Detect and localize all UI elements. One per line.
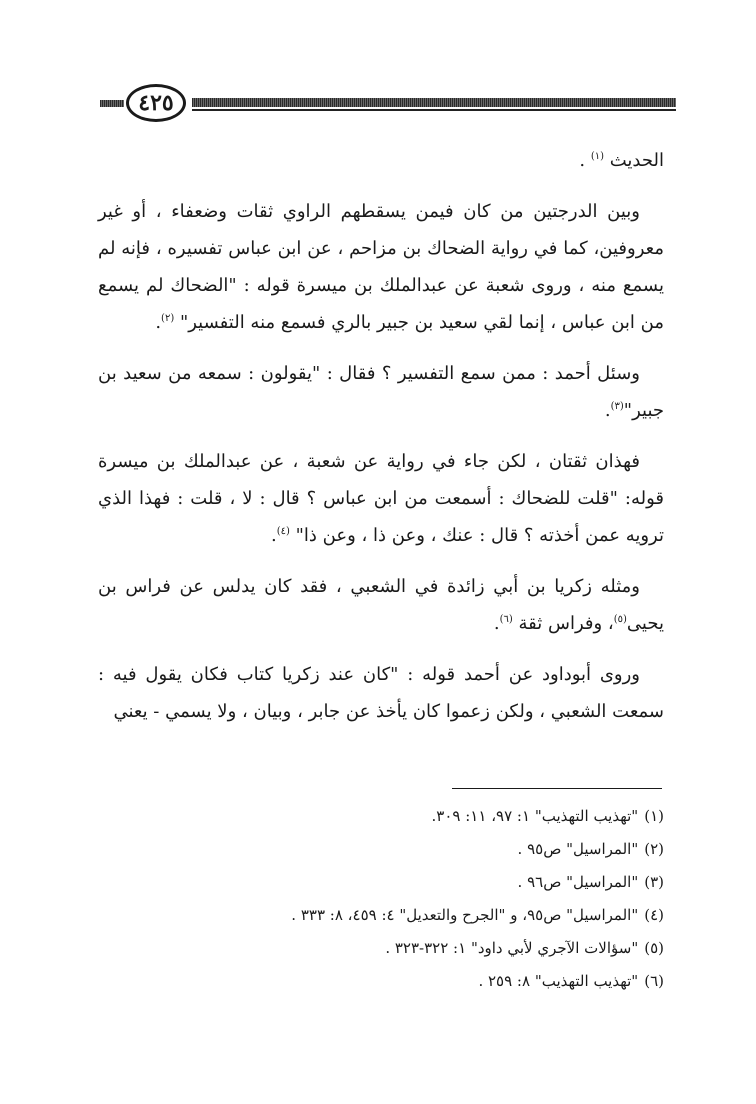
footnotes-list <box>150 800 664 998</box>
footnote-text: "سؤالات الآجري لأبي داود" ١: ٣٢٢-٣٢٣ . <box>385 939 639 957</box>
footnote-ref: (٦) <box>499 614 513 625</box>
footnote-ref: (٥) <box>613 614 627 625</box>
footnote-item <box>150 932 664 965</box>
footnote-item <box>150 965 664 998</box>
page-number-badge: ٤٢٥ <box>126 84 186 122</box>
paragraph: فهذان ثقتان ، لكن جاء في رواية عن شعبة ، عن عبدالملك بن ميسرة قوله: "قلت للضحاك : أسمعت من ابن عباس ؟ قال : لا ، قلت : فهذا الذي ترويه عمن أخذته ؟ قال : عنك ، وعن ذا ، وعن ذا" $^{(٤)}$. <box>98 451 664 546</box>
page-header <box>100 84 676 126</box>
footnote-text: "تهذيب التهذيب" ١: ٩٧، ١١: ٣٠٩. <box>431 807 639 825</box>
header-ornament-rule-short <box>100 100 124 107</box>
footnote-ref: (٤) <box>276 526 290 537</box>
footnote-item <box>150 866 664 899</box>
main-text <box>98 142 664 744</box>
footnote-item <box>150 833 664 866</box>
footnote-number: (١) <box>644 807 664 825</box>
footnote-ref: (١) <box>590 151 605 162</box>
footnote-number: (٥) <box>644 939 664 957</box>
footnote-text: "تهذيب التهذيب" ٨: ٢٥٩ . <box>478 972 639 990</box>
footnote-number: (٣) <box>644 873 664 891</box>
footnote-text: "المراسيل" ص٩٦ . <box>517 873 639 891</box>
paragraph: الحديث $^{(١)}$ . <box>579 150 664 171</box>
footnote-number: (٤) <box>644 906 664 924</box>
footnote-text: "المراسيل" ص٩٥ . <box>517 840 639 858</box>
paragraph: ومثله زكريا بن أبي زائدة في الشعبي ، فقد كان يدلس عن فراس بن يحيى$^{(٥)}$، وفراس ثقة $^{(٦)}$. <box>98 576 664 634</box>
footnote-ref: (٣) <box>610 401 624 412</box>
footnote-number: (٦) <box>644 972 664 990</box>
footnote-item <box>150 800 664 833</box>
header-underline <box>192 109 676 111</box>
footnote-item <box>150 899 664 932</box>
footnote-ref: (٢) <box>161 313 175 324</box>
paragraph: وروى أبوداود عن أحمد قوله : "كان عند زكريا كتاب فكان يقول فيه : سمعت الشعبي ، ولكن زعموا كان يأخذ عن جابر ، وبيان ، ولا يسمي - يعني <box>98 664 664 722</box>
footnote-number: (٢) <box>644 840 664 858</box>
footnote-text: "المراسيل" ص٩٥، و "الجرح والتعديل" ٤: ٤٥٩، ٨: ٣٣٣ . <box>291 906 639 924</box>
footnote-separator <box>452 788 662 789</box>
paragraph: وسئل أحمد : ممن سمع التفسير ؟ فقال : "يقولون : سمعه من سعيد بن جبير"$^{(٣)}$. <box>98 363 664 421</box>
paragraph: وبين الدرجتين من كان فيمن يسقطهم الراوي ثقات وضعفاء ، أو غير معروفين، كما في رواية الضحاك بن مزاحم ، عن ابن عباس تفسيره ، فإنه لم يسمع منه ، وروى شعبة عن عبدالملك بن ميسرة قوله : "الضحاك لم يسمع من ابن عباس ، إنما لقي سعيد بن جبير بالري فسمع منه التفسير" $^{(٢)}$. <box>98 201 664 333</box>
header-ornament-rule <box>192 98 676 107</box>
